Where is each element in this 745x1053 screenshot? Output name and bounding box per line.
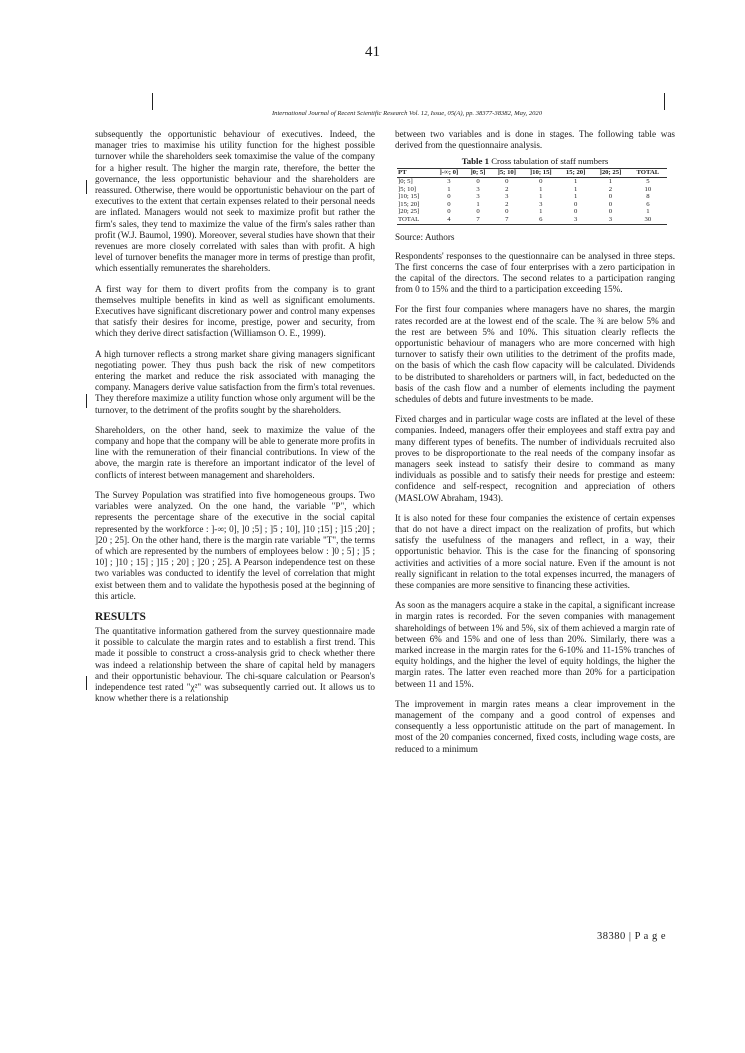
paragraph: subsequently the opportunistic behaviour of executives. Indeed, the manager tries to maximise his utility function for the highest possible turnover while the shareholders seek tomaximise the value of the company for a higher result. The higher the margin rate, therefore, the better the governance, the less opportunistic behaviour and the shareholders are reassured. Otherwise, there would be opportunistic behaviour on the part of executives to the extent that certain expenses related to their personal needs are inflated. Managers would not seek to maximize profit but rather the firm's sales, they tend to maximize the value of the firm's sales rather than profit (W.J. Baumol, 1990). Moreover, several studies have shown that their revenues are more closely correlated with sales than with profit. A high level of turnover benefits the manager more in terms of prestige than profit, which essentially remunerates the shareholders. bbox=[95, 129, 375, 274]
table-row bbox=[397, 186, 667, 194]
header-rule-left bbox=[152, 93, 153, 110]
change-bar bbox=[86, 180, 87, 194]
table-cell: 1 bbox=[608, 178, 613, 185]
paragraph: Shareholders, on the other hand, seek to maximize the value of the company and hope that the company will be able to generate more profits in line with the remuneration of their financial contributions. In view of the above, the margin rate is therefore an important indicator of the level of conflicts of interest between management and shareholders. bbox=[95, 424, 375, 480]
table-source: Source: Authors bbox=[395, 231, 455, 242]
table-cell: 3 bbox=[476, 193, 480, 201]
paragraph: Fixed charges and in particular wage costs are inflated at the level of these companies. Indeed, managers offer their employees and staff extra pay and many different types of benefits. The number of individuals recruited also proves to be disproportionate to the real needs of the company insofar as managers seek instead to satisfy their desire to command as many individuals as possible and to satisfy their needs for prestige and esteem: confidence and self-respect, recognition and appreciation of others (MASLOW Abraham, 1943). bbox=[395, 414, 675, 503]
table-cell: 2 bbox=[505, 200, 509, 208]
section-heading-results: RESULTS bbox=[95, 610, 146, 623]
table-cell: 6 bbox=[523, 216, 560, 224]
table-cell: 2 bbox=[608, 185, 613, 193]
table-cell: ]15; 20] bbox=[398, 200, 420, 208]
table-cell: 1 bbox=[573, 185, 578, 193]
paragraph: It is also noted for these four companies the existence of certain expenses that do not have a direct impact on the realization of profits, but which satisfy the usefulness of the managers and reflect, in a way, their opportunistic behavior. This is the case for the financing of sponsoring activities and activities of a more social nature. Even if the amount is not really significant in relation to the total expenses incurred, the managers of these companies are more sensitive to financing these activities. bbox=[395, 512, 675, 591]
table-header-cell: ]0; 5] bbox=[465, 169, 491, 178]
paragraph: A high turnover reflects a strong market share giving managers significant negotiating power. They thus push back the risk of new competitors entering the market and reduce the risk associated with managing the company. Managers derive value satisfaction from the firm's total revenues. They therefore maximize a utility function whose only argument will be the turnover, to the detriment of the profits sought by the shareholders. bbox=[95, 348, 375, 415]
table-row bbox=[397, 178, 667, 186]
table-cell: 1 bbox=[573, 193, 578, 201]
table-header-cell: ]-∞; 0] bbox=[433, 169, 465, 178]
table-cell: TOTAL bbox=[397, 216, 433, 224]
table-cell: 7 bbox=[465, 216, 491, 224]
table-cell: 30 bbox=[629, 216, 667, 224]
paragraph: The Survey Population was stratified into five homogeneous groups. Two variables were analyzed. On the one hand, the variable "P", which represents the percentage share of the executive in the social capital represented by the workforce : ]-∞; 0], ]0 ;5] ; ]5 ; 10], ]10 ;15] ; ]15 ;20] ; ]20 ; 25]. On the other hand, there is the margin rate variable "T", the terms of which are represented by the numbers of employees below : ]0 ; 5] ; ]5 ; 10] ; ]10 ; 15] ; ]15 ; 20] ; ]20 ; 25]. A Pearson independence test on these two variables was conducted to identify the level of correlation that might exist between them and to validate the hypothesis posed at the beginning of this article. bbox=[95, 489, 375, 601]
table-row bbox=[397, 208, 667, 216]
page-number: 41 bbox=[365, 44, 380, 60]
table-cell: 1 bbox=[539, 208, 543, 216]
table-cell: 0 bbox=[505, 208, 509, 216]
table-cell: ]0; 5] bbox=[398, 178, 413, 185]
table-cell: 3 bbox=[505, 193, 509, 201]
left-column bbox=[95, 129, 375, 713]
table-header-cell: ]5; 10] bbox=[491, 169, 522, 178]
table-cell: 10 bbox=[644, 185, 652, 193]
table-header-cell: TOTAL bbox=[629, 169, 667, 178]
table-cell: 6 bbox=[646, 200, 650, 208]
table-caption-text: Cross tabulation of staff numbers bbox=[491, 156, 609, 167]
paragraph: The improvement in margin rates means a clear improvement in the management of the company and a good control of expenses and consequently a less opportunistic attitude on the part of management. In most of the 20 companies concerned, fixed costs, including wage costs, are reduced to a minimum bbox=[395, 698, 675, 754]
table-header-cell: ]20; 25] bbox=[592, 169, 629, 178]
table-row bbox=[397, 201, 667, 209]
table-cell: 1 bbox=[539, 193, 543, 201]
table-cell: 3 bbox=[592, 216, 629, 224]
table-cell: 3 bbox=[539, 200, 543, 208]
table-header-cell: PT bbox=[397, 169, 433, 178]
right-column bbox=[395, 129, 675, 764]
table-caption-label: Table 1 bbox=[461, 156, 489, 167]
table-cell: 0 bbox=[608, 208, 613, 216]
table-cell: 0 bbox=[608, 200, 613, 208]
table-cell: 0 bbox=[476, 208, 480, 216]
table-cell: 5 bbox=[646, 178, 650, 185]
table-cell: ]5; 10] bbox=[398, 185, 417, 193]
table-cell: 3 bbox=[559, 216, 592, 224]
table-header-cell: 15; 20] bbox=[559, 169, 592, 178]
table-cell: ]10; 15] bbox=[398, 193, 420, 201]
paragraph: As soon as the managers acquire a stake in the capital, a significant increase in margin rates is recorded. For the seven companies with management shareholdings of between 1% and 5%, six of them achieved a margin rate of between 6% and 15% and one of less than 20%. Similarly, there was a marked increase in the margin rates for the 6-10% and 11-15% tranches of equity holdings, and the higher the level of equity holdings, the higher the margin rates. The latter even reached more than 20% for a participation between 11 and 15%. bbox=[395, 600, 675, 689]
table-cell: 4 bbox=[433, 216, 465, 224]
table-cell: 0 bbox=[476, 178, 480, 185]
table-cell: 3 bbox=[447, 178, 451, 185]
table-cell: 0 bbox=[608, 193, 613, 201]
table-cell: 0 bbox=[539, 178, 543, 185]
table-cell: 0 bbox=[447, 193, 451, 201]
running-header: International Journal of Recent Scientific Research Vol. 12, Issue, 05(A), pp. 38377-38382, May, 2020 bbox=[271, 110, 543, 117]
table-cell: 1 bbox=[646, 208, 650, 216]
paragraph: For the first four companies where managers have no shares, the margin rates recorded are at the lowest end of the scale. The ¾ are below 5% and the rest are between 5% and 10%. This situation clearly reflects the opportunistic behaviour of managers who are more concerned with high turnover to satisfy their own utilities to the detriment of the profits made, on the basis of which the cash flow capacity will be calculated. Dividends to be distributed to shareholders or partners will, in fact, bededucted on the basis of the cash flow and a number of elements including the payment schedules of debts and future investments to be made. bbox=[395, 304, 675, 404]
table-cell: 2 bbox=[505, 185, 509, 193]
table-header-row bbox=[397, 169, 667, 178]
paragraph: A first way for them to divert profits from the company is to grant themselves multiple benefits in kind as well as significant emoluments. Executives have significant discretionary power and control many expenses that satisfy their desires for income, prestige, power and security, from which they derive direct satisfaction (Williamson O. E., 1999). bbox=[95, 283, 375, 339]
paragraph: Respondents' responses to the questionnaire can be analysed in three steps. The first concerns the case of four enterprises with a zero participation in the capital of the directors. The second relates to a participation ranging from 0 to 15% and the third to a participation exceeding 15%. bbox=[395, 250, 675, 295]
table-cell: ]20; 25] bbox=[398, 208, 420, 216]
table-row bbox=[397, 193, 667, 201]
table-cell: 0 bbox=[447, 208, 451, 216]
change-bar bbox=[86, 676, 87, 690]
table-cell: 1 bbox=[476, 200, 480, 208]
table-cell: 0 bbox=[505, 178, 509, 185]
table-cell: 0 bbox=[573, 200, 578, 208]
page-footer: 38380 | P a g e bbox=[597, 931, 666, 942]
table-cell: 0 bbox=[447, 200, 451, 208]
table-total-row bbox=[397, 216, 667, 224]
change-bar bbox=[86, 394, 87, 408]
paragraph: The quantitative information gathered from the survey questionnaire made it possible to calculate the margin rates and to establish a first trend. This made it possible to construct a cross-analysis grid to check whether there was indeed a relationship between the share of capital held by managers and their opportunistic behaviour. The chi-square calculation or Pearson's independence test rated "χ²" was subsequently carried out. It allows us to know whether there is a relationship bbox=[95, 625, 375, 704]
table-cell: 3 bbox=[476, 185, 480, 193]
table-cell: 1 bbox=[573, 178, 578, 185]
header-rule-right bbox=[664, 93, 665, 110]
cross-tabulation-table bbox=[397, 168, 667, 224]
paragraph: between two variables and is done in stages. The following table was derived from the questionnaire analysis. bbox=[395, 129, 675, 151]
table-header-cell: ]10; 15] bbox=[523, 169, 560, 178]
table-cell: 1 bbox=[539, 185, 543, 193]
table-cell: 0 bbox=[573, 208, 578, 216]
table-cell: 1 bbox=[447, 185, 451, 193]
table-caption bbox=[395, 156, 675, 166]
table-cell: 7 bbox=[491, 216, 522, 224]
table-cell: 8 bbox=[646, 193, 650, 201]
